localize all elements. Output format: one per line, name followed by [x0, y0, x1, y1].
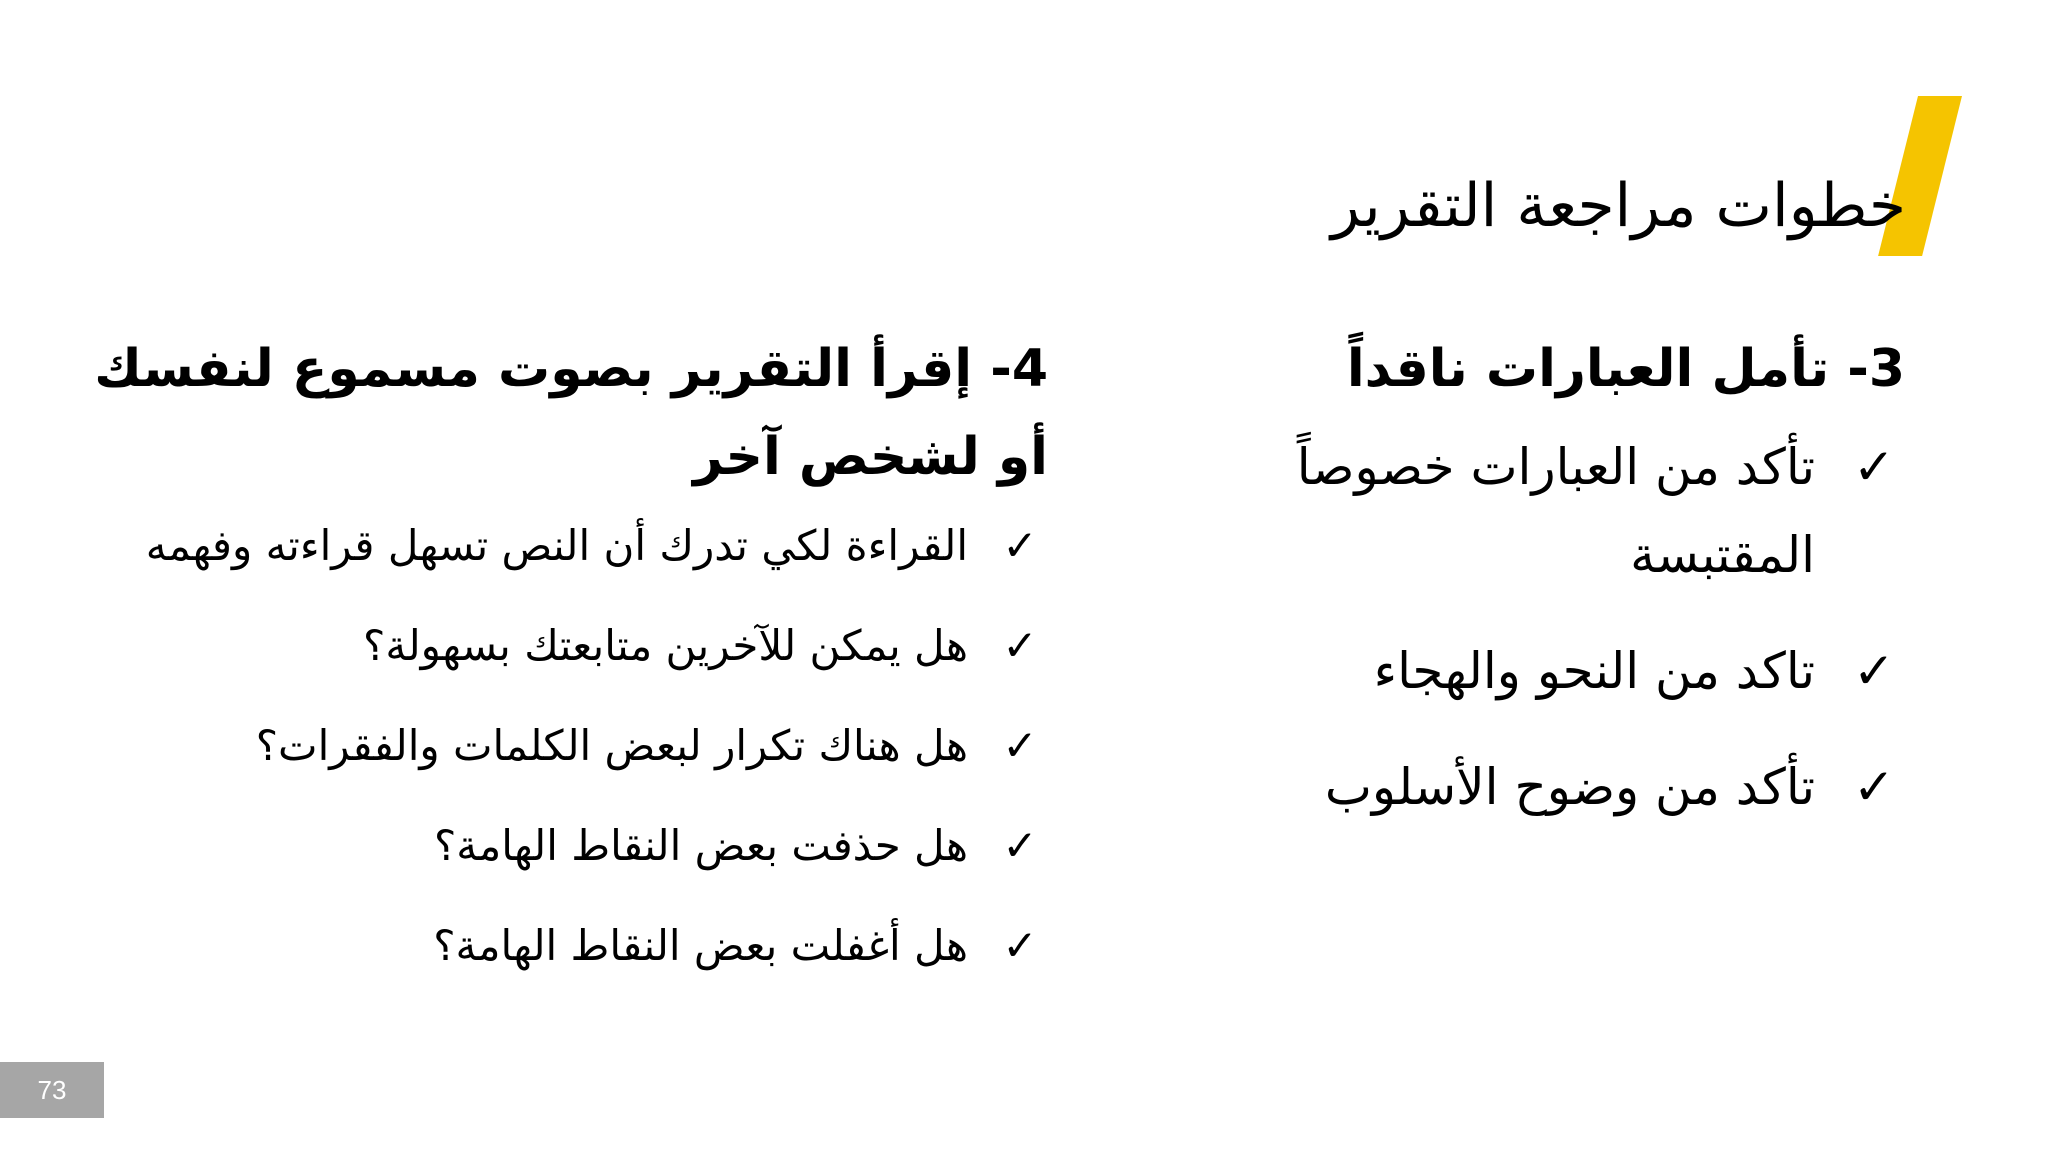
list-item-text: هل حذفت بعض النقاط الهامة؟	[433, 821, 968, 870]
list-item	[88, 711, 1048, 781]
checkmark-icon: ✓	[1002, 821, 1038, 870]
list-item-text: تأكد من وضوح الأسلوب	[1324, 758, 1815, 816]
checkmark-icon: ✓	[1002, 621, 1038, 670]
section-4	[88, 325, 1048, 1011]
list-item	[1105, 627, 1905, 715]
section-3-list	[1105, 423, 1905, 831]
section-3-heading: 3- تأمل العبارات ناقداً	[1346, 339, 1905, 399]
checkmark-icon: ✓	[1002, 921, 1038, 970]
list-item-text: تأكد من العبارات خصوصاً المقتبسة	[1296, 438, 1815, 584]
checkmark-icon: ✓	[1853, 642, 1895, 700]
list-item	[88, 511, 1048, 581]
section-3	[1105, 325, 1905, 859]
section-4-list	[88, 511, 1048, 981]
section-4-heading: 4- إقرأ التقرير بصوت مسموع لنفسك أو لشخص آخر	[94, 339, 1048, 487]
list-item	[1105, 423, 1905, 599]
list-item	[88, 611, 1048, 681]
list-item	[88, 811, 1048, 881]
list-item-text: القراءة لكي تدرك أن النص تسهل قراءته وفهمه	[145, 521, 968, 570]
page-number: 73	[0, 1062, 104, 1118]
checkmark-icon: ✓	[1002, 721, 1038, 770]
list-item	[88, 911, 1048, 981]
checkmark-icon: ✓	[1853, 438, 1895, 496]
list-item-text: هل يمكن للآخرين متابعتك بسهولة؟	[363, 621, 968, 670]
list-item-text: تاكد من النحو والهجاء	[1373, 642, 1815, 700]
checkmark-icon: ✓	[1853, 758, 1895, 816]
list-item-text: هل هناك تكرار لبعض الكلمات والفقرات؟	[255, 721, 968, 770]
list-item	[1105, 743, 1905, 831]
checkmark-icon: ✓	[1002, 521, 1038, 570]
list-item-text: هل أغفلت بعض النقاط الهامة؟	[433, 921, 968, 970]
slide-title: خطوات مراجعة التقرير	[1330, 171, 1906, 242]
